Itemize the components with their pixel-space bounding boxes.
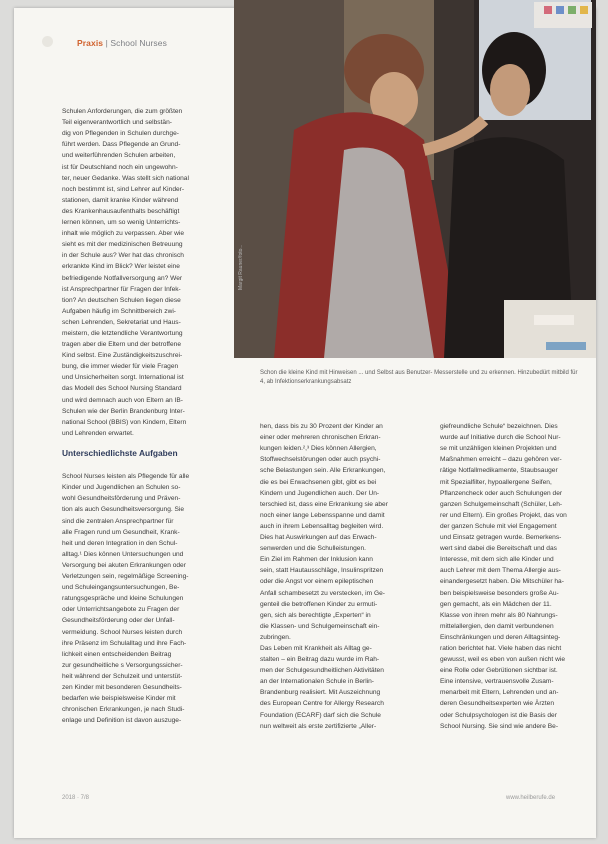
column-1-top <box>62 95 221 450</box>
column-2 <box>260 410 419 743</box>
photo-caption: Schon die kleine Kind mit Hinweisen ... und Selbst aus Benutzer- Messerstelle und zu erkennen. Hinzubedürt mitbild für 4, ab Infektionserkrankungsabsatz <box>260 370 578 385</box>
column-3-text: giefreundliche Schule“ bezeichnen. Dies wurde auf Initiative durch die School Nur- se mit unzähligen kleinen Projekten und Maßnahmen erreicht – dazu gehören ver- rätige Notfallmedikamente, Staubsauger mit Spezialfilter, hypoallergene Seifen, Pflanzencheck oder auch Schulungen der ganzen Schulgemeinschaft (Schüler, Leh- rer und Eltern). Ein großes Projekt, das von der ganzen Schule mit viel Engagement und Einsatz getragen wurde. Bemerkens- wert sind dabei die Bereitschaft und das Interesse, mit dem sich alle Kinder und auch Lehrer mit dem Thema Allergie aus- einandergesetzt haben. Die Mitschüler ha- ben beispielsweise besonders große Au- gen gemacht, als ein Mädchen der 11. Klasse von ihren mehr als 80 Nahrungs- mittelallergien, den damit verbundenen Einschränkungen und deren Alltagsinteg- ration berichtet hat. Viele haben das nicht gewusst, weil es eben von außen nicht wie eine Rolle oder Gebrütionen sichtbar ist. Eine intensive, vertrauensvolle Zusam- menarbeit mit Eltern, Lehrenden und an- deren Gesundheitsexperten wie Ärzten oder Schulpsychologen ist die Basis der School Nursing. Sie sind wie andere Be- <box>440 423 567 730</box>
column-1-bottom <box>62 436 221 737</box>
subheading: Unterschiedlichste Aufgaben <box>62 448 178 459</box>
section-topic: School Nurses <box>110 38 167 48</box>
section-name: Praxis <box>77 38 104 48</box>
photo-credit: Margit Rauner/foto... <box>238 244 244 290</box>
article-photo <box>234 0 596 358</box>
section-label <box>77 38 167 48</box>
column-2-text: hen, dass bis zu 30 Prozent der Kinder an einer oder mehreren chronischen Erkran- kungen leiden.²,³ Dies können Allergien, Stoffwechselstörungen oder auch psychi- sche Belastungen sein. Alle Erkrankungen, die es bei Erwachsenen gibt, gibt es bei Kindern und Jugendlichen auch. Der Un- terschied ist, dass eine Erkrankung sie aber noch einer lange Lebensspanne und damit auch in ihrem Lebensalltag begleiten wird. Dies hat Auswirkungen auf das Erwach- senwerden und die Schulleistungen. Ein Ziel im Rahmen der Inklusion kann sein, statt Hautausschläge, Insulinspritzen oder die Angst vor einem epileptischen Anfall schambesetzt zu verstecken, im Ge- genteil die betroffenen Kinder zu ermuti- gen, sich als berechtigte „Experten“ in die Klassen- und Schulgemeinschaft ein- zubringen. Das Leben mit Krankheit als Alltag ge- stalten – ein Beitrag dazu wurde im Rah- men der Schulgesundheitlichen Aktivitäten an der Internationalen Schule in Berlin- Brandenburg realisiert. Mit Auszeichnung des European Centre for Allergy Research Foundation (ECARF) darf sich die Schule nun weltweit als erste zertifizierte „Aller- <box>260 423 388 730</box>
photo-illustration <box>234 0 596 358</box>
column-1-top-text: Schulen Anforderungen, die zum größten Teil eigenverantwortlich und selbstän- dig von Pflegenden in Schulen durchge- führt werden. Dass Pflegende an Grund- und weiterführenden Schulen arbeiten, ist für Deutschland noch ein ungewohn- ter, neuer Gedanke. Was stellt sich national noch bestimmt ist, sind Lehrer auf Kinder- stationen, damit kranke Kinder während des Krankenhausaufenthalts beschäftigt lernen können, um so wenig Unterrichts- inhalt wie möglich zu verpassen. Aber wie sieht es mit der medizinischen Betreuung in der Schule aus? Wer hat das chronisch erkrankte Kind im Blick? Wer leistet eine befriedigende Notfallversorgung an? Wer ist Ansprechpartner für Fragen der Infek- tion? An deutschen Schulen liegen diese Aufgaben häufig im Schnittbereich zwi- schen Lehrenden, Sekretariat und Haus- meistern, die letztendliche Verantwortung tragen aber die Eltern und der betroffene Kind selbst. Eine Zuständigkeitszuschrei- bung, die immer wieder für viele Fragen und Unsicherheiten sorgt. International ist das Modell des School Nursing Standard und wird demnach auch von Eltern an IB- Schulen wie der Berlin Brandenburg Inter- national School (BBIS) von Kindern, Eltern und Lehrenden erwartet. <box>62 108 189 437</box>
footer-issue: 2018 · 7/8 <box>62 795 90 801</box>
footer-url: www.heilberufe.de <box>506 795 556 801</box>
page-corner-mark <box>42 36 53 47</box>
column-1-bottom-text: School Nurses leisten als Pflegende für alle Kinder und Jugendlichen an Schulen so- wohl Gesundheitsförderung und Präven- tion als auch Gesundheitsversorgung. Sie sind die zentralen Ansprechpartner für alle Fragen rund um Gesundheit, Krank- heit und deren Integration in den Schul- alltag.¹ Dies können Untersuchungen und Versorgung bei akuten Erkrankungen oder Verletzungen sein, regelmäßige Screening- und Schuleingangsuntersuchungen, Be- ratungsgespräche und kleine Schulungen oder Unterrichtsangebote zu Fragen der Gesundheitsförderung oder der Unfall- vermeidung. School Nurses leisten durch ihre Präsenz im Schulalltag und ihre Fach- lichkeit einen entscheidenden Beitrag zur gesundheitliche s Versorgungssicher- heit während der Schulzeit und unterstüt- zen Kinder mit besonderen Gesundheits- bedarfen wie beispielsweise Kinder mit chronischen Erkrankungen, je nach Studi- enlage und Definition ist davon auszuge- <box>62 473 190 725</box>
column-3 <box>440 410 598 743</box>
section-separator: | <box>103 38 111 48</box>
